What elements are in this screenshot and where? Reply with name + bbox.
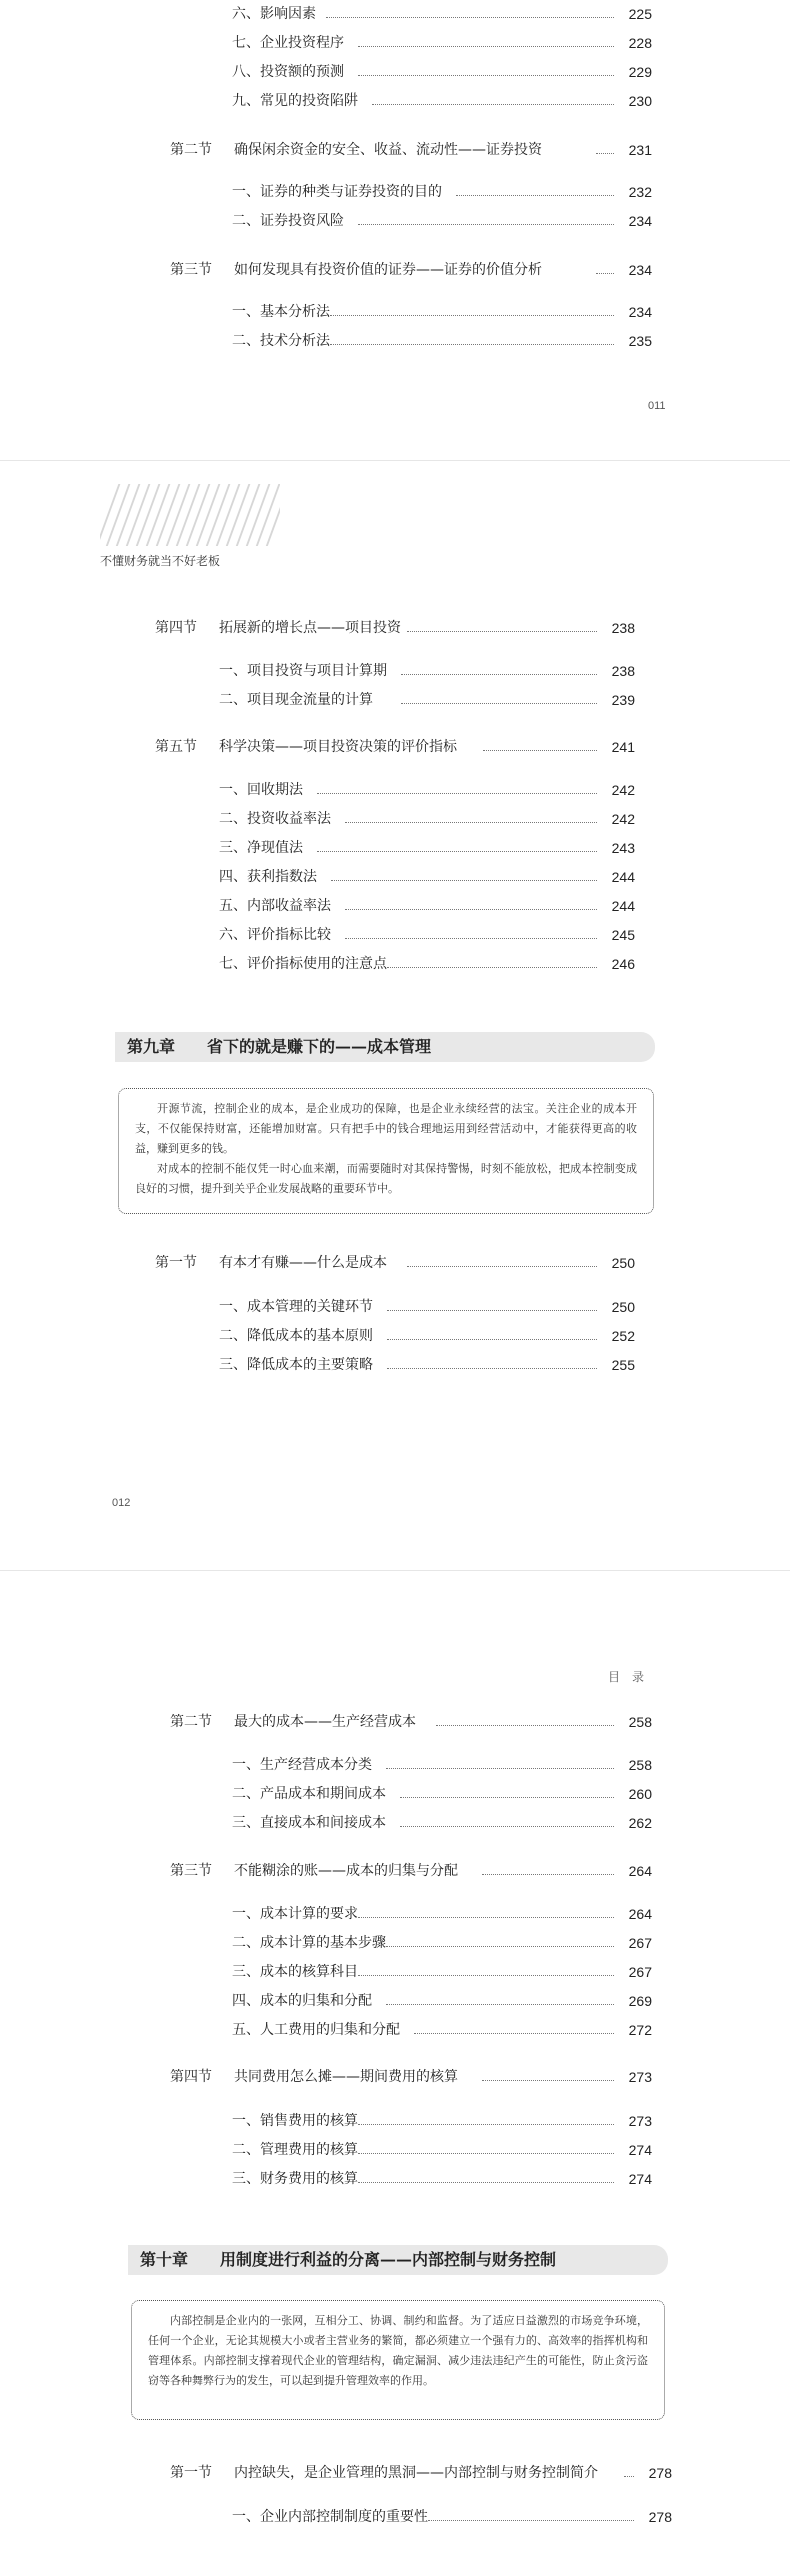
section-label: 第五节 bbox=[155, 739, 197, 755]
leader-dots bbox=[624, 2476, 634, 2477]
toc-item[interactable] bbox=[219, 1355, 635, 1375]
leader-dots bbox=[387, 1368, 597, 1369]
leader-dots bbox=[358, 46, 614, 47]
section-label: 第一节 bbox=[155, 1255, 197, 1271]
toc-item-page: 262 bbox=[628, 1815, 652, 1831]
leader-dots bbox=[345, 909, 597, 910]
page-separator bbox=[0, 460, 790, 461]
intro-paragraph: 开源节流，控制企业的成本，是企业成功的保障，也是企业永续经营的法宝。关注企业的成本开支，不仅能保持财富，还能增加财富。只有把手中的钱合理地运用到经营活动中，才能获得更高的收益，赚到更多的钱。 bbox=[135, 1102, 637, 1155]
toc-item-label: 二、技术分析法 bbox=[232, 333, 330, 349]
leader-dots bbox=[387, 967, 597, 968]
toc-item-label: 二、投资收益率法 bbox=[219, 811, 331, 827]
toc-item[interactable] bbox=[232, 211, 652, 231]
toc-item-label: 六、影响因素 bbox=[232, 6, 316, 22]
section-title: 内控缺失，是企业管理的黑洞——内部控制与财务控制简介 bbox=[234, 2465, 598, 2481]
section-title: 确保闲余资金的安全、收益、流动性——证券投资 bbox=[234, 142, 542, 158]
toc-section[interactable] bbox=[170, 1861, 652, 1881]
intro-paragraph: 对成本的控制不能仅凭一时心血来潮，而需要随时对其保持警惕，时刻不能放松，把成本控制变成良好的习惯，提升到关乎企业发展战略的重要环节中。 bbox=[135, 1162, 637, 1195]
page-number: 011 bbox=[648, 400, 666, 412]
leader-dots bbox=[317, 851, 597, 852]
leader-dots bbox=[387, 1339, 597, 1340]
toc-item-page: 278 bbox=[648, 2509, 672, 2525]
toc-item-label: 七、企业投资程序 bbox=[232, 35, 344, 51]
leader-dots bbox=[358, 2182, 614, 2183]
leader-dots bbox=[386, 2004, 614, 2005]
toc-item-label: 一、销售费用的核算 bbox=[232, 2113, 358, 2129]
toc-item[interactable] bbox=[219, 661, 635, 681]
leader-dots bbox=[372, 104, 614, 105]
toc-item[interactable] bbox=[232, 2169, 652, 2189]
toc-item-page: 242 bbox=[611, 782, 635, 798]
section-label: 第四节 bbox=[170, 2069, 212, 2085]
toc-item[interactable] bbox=[232, 331, 652, 351]
toc-item-label: 三、净现值法 bbox=[219, 840, 303, 856]
section-label: 第三节 bbox=[170, 1863, 212, 1879]
section-label: 第四节 bbox=[155, 620, 197, 636]
toc-item-label: 一、成本计算的要求 bbox=[232, 1906, 358, 1922]
toc-item-label: 一、生产经营成本分类 bbox=[232, 1757, 372, 1773]
toc-item-page: 258 bbox=[628, 1757, 652, 1773]
toc-item[interactable] bbox=[219, 809, 635, 829]
leader-dots bbox=[358, 75, 614, 76]
toc-item-page: 234 bbox=[628, 304, 652, 320]
leader-dots bbox=[331, 880, 597, 881]
toc-item[interactable] bbox=[232, 302, 652, 322]
section-title: 拓展新的增长点——项目投资 bbox=[219, 620, 401, 636]
toc-item[interactable] bbox=[232, 2111, 652, 2131]
toc-item-page: 252 bbox=[611, 1328, 635, 1344]
toc-item-label: 三、成本的核算科目 bbox=[232, 1964, 358, 1980]
toc-item[interactable] bbox=[232, 1784, 652, 1804]
toc-item-label: 一、项目投资与项目计算期 bbox=[219, 663, 387, 679]
section-page: 238 bbox=[611, 620, 635, 636]
leader-dots bbox=[358, 1975, 614, 1976]
toc-item-label: 六、评价指标比较 bbox=[219, 927, 331, 943]
toc-section[interactable] bbox=[155, 618, 635, 638]
toc-item-page: 274 bbox=[628, 2171, 652, 2187]
leader-dots bbox=[387, 1310, 597, 1311]
toc-item-label: 三、财务费用的核算 bbox=[232, 2171, 358, 2187]
leader-dots bbox=[456, 195, 614, 196]
toc-item-label: 二、管理费用的核算 bbox=[232, 2142, 358, 2158]
toc-item-page: 232 bbox=[628, 184, 652, 200]
toc-item-page: 274 bbox=[628, 2142, 652, 2158]
leader-dots bbox=[345, 822, 597, 823]
toc-item-page: 273 bbox=[628, 2113, 652, 2129]
leader-dots bbox=[482, 1874, 614, 1875]
section-label: 第一节 bbox=[170, 2465, 212, 2481]
toc-item[interactable] bbox=[232, 2140, 652, 2160]
toc-item-page: 245 bbox=[611, 927, 635, 943]
chapter-heading[interactable] bbox=[128, 2245, 668, 2275]
section-page: 258 bbox=[628, 1714, 652, 1730]
toc-section[interactable] bbox=[170, 140, 652, 160]
toc-section[interactable] bbox=[170, 2067, 652, 2087]
section-title: 如何发现具有投资价值的证券——证券的价值分析 bbox=[234, 262, 542, 278]
section-page: 241 bbox=[611, 739, 635, 755]
toc-item-page: 228 bbox=[628, 35, 652, 51]
section-label: 第二节 bbox=[170, 1714, 212, 1730]
toc-item-page: 246 bbox=[611, 956, 635, 972]
chapter-label: 第九章 bbox=[127, 1037, 176, 1056]
leader-dots bbox=[330, 344, 614, 345]
leader-dots bbox=[414, 2033, 614, 2034]
toc-item-label: 五、人工费用的归集和分配 bbox=[232, 2022, 400, 2038]
toc-item-page: 269 bbox=[628, 1993, 652, 2009]
toc-item[interactable] bbox=[232, 2020, 652, 2040]
toc-item-label: 九、常见的投资陷阱 bbox=[232, 93, 358, 109]
section-title: 共同费用怎么摊——期间费用的核算 bbox=[234, 2069, 458, 2085]
leader-dots bbox=[436, 1725, 614, 1726]
toc-item[interactable] bbox=[219, 780, 635, 800]
toc-item-page: 238 bbox=[611, 663, 635, 679]
toc-item[interactable] bbox=[232, 1991, 652, 2011]
section-page: 273 bbox=[628, 2069, 652, 2085]
toc-item[interactable] bbox=[232, 182, 652, 202]
toc-item-page: 230 bbox=[628, 93, 652, 109]
toc-item-page: 264 bbox=[628, 1906, 652, 1922]
chapter-intro-box bbox=[118, 1088, 654, 1214]
intro-paragraph: 内部控制是企业内的一张网，互相分工、协调、制约和监督。为了适应日益激烈的市场竞争环境，任何一个企业，无论其规模大小或者主营业务的繁简，都必须建立一个强有力的、高效率的指挥机构和管理体系。内部控制支撑着现代企业的管理结构，确定漏洞、减少违法违纪产生的可能性，防止贪污盗窃等各种舞弊行为的发生，可以起到提升管理效率的作用。 bbox=[148, 2314, 648, 2387]
toc-item[interactable] bbox=[219, 1297, 635, 1317]
toc-item-page: 244 bbox=[611, 869, 635, 885]
leader-dots bbox=[400, 1826, 614, 1827]
chapter-label: 第十章 bbox=[140, 2250, 189, 2269]
toc-section[interactable] bbox=[155, 1253, 635, 1273]
toc-item-page: 272 bbox=[628, 2022, 652, 2038]
leader-dots bbox=[358, 224, 614, 225]
toc-item[interactable] bbox=[232, 2507, 672, 2527]
leader-dots bbox=[317, 793, 597, 794]
section-label: 第三节 bbox=[170, 262, 212, 278]
toc-item-label: 四、获利指数法 bbox=[219, 869, 317, 885]
toc-item[interactable] bbox=[232, 91, 652, 111]
toc-item-label: 一、企业内部控制制度的重要性 bbox=[232, 2509, 428, 2525]
toc-item[interactable] bbox=[232, 1933, 652, 1953]
chapter-title: 用制度进行利益的分离——内部控制与财务控制 bbox=[220, 2250, 557, 2269]
leader-dots bbox=[358, 2153, 614, 2154]
section-label: 第二节 bbox=[170, 142, 212, 158]
leader-dots bbox=[596, 153, 614, 154]
leader-dots bbox=[401, 703, 597, 704]
section-title: 最大的成本——生产经营成本 bbox=[234, 1714, 416, 1730]
toc-item-label: 二、证券投资风险 bbox=[232, 213, 344, 229]
leader-dots bbox=[400, 1797, 614, 1798]
toc-item-label: 七、评价指标使用的注意点 bbox=[219, 956, 387, 972]
leader-dots bbox=[326, 17, 614, 18]
toc-item-page: 255 bbox=[611, 1357, 635, 1373]
section-title: 科学决策——项目投资决策的评价指标 bbox=[219, 739, 457, 755]
chapter-intro-box bbox=[131, 2300, 665, 2420]
leader-dots bbox=[401, 674, 597, 675]
toc-item-page: 250 bbox=[611, 1299, 635, 1315]
toc-item[interactable] bbox=[232, 4, 652, 24]
leader-dots bbox=[386, 1768, 614, 1769]
leader-dots bbox=[483, 750, 597, 751]
section-page: 278 bbox=[648, 2465, 672, 2481]
section-title: 不能糊涂的账——成本的归集与分配 bbox=[234, 1863, 458, 1879]
toc-item-page: 260 bbox=[628, 1786, 652, 1802]
toc-item-page: 243 bbox=[611, 840, 635, 856]
leader-dots bbox=[358, 1917, 614, 1918]
toc-item-label: 一、回收期法 bbox=[219, 782, 303, 798]
toc-section[interactable] bbox=[170, 1712, 652, 1732]
toc-item-page: 267 bbox=[628, 1935, 652, 1951]
leader-dots bbox=[482, 2080, 614, 2081]
toc-item-page: 242 bbox=[611, 811, 635, 827]
toc-item-page: 225 bbox=[628, 6, 652, 22]
book-title-header: 不懂财务就当不好老板 bbox=[100, 554, 221, 568]
toc-item[interactable] bbox=[232, 1755, 652, 1775]
section-page: 234 bbox=[628, 262, 652, 278]
toc-item-page: 244 bbox=[611, 898, 635, 914]
toc-section[interactable] bbox=[170, 2463, 672, 2483]
toc-item-label: 二、降低成本的基本原则 bbox=[219, 1328, 373, 1344]
toc-item[interactable] bbox=[219, 867, 635, 887]
toc-item-label: 八、投资额的预测 bbox=[232, 64, 344, 80]
page-number: 012 bbox=[112, 1497, 131, 1509]
section-title: 有本才有赚——什么是成本 bbox=[219, 1255, 387, 1271]
toc-section[interactable] bbox=[155, 737, 635, 757]
chapter-heading[interactable] bbox=[115, 1032, 655, 1062]
toc-item[interactable] bbox=[232, 1813, 652, 1833]
toc-item[interactable] bbox=[232, 1962, 652, 1982]
toc-item-label: 一、成本管理的关键环节 bbox=[219, 1299, 373, 1315]
section-page: 264 bbox=[628, 1863, 652, 1879]
toc-item-label: 一、基本分析法 bbox=[232, 304, 330, 320]
toc-item-page: 229 bbox=[628, 64, 652, 80]
leader-dots bbox=[407, 631, 597, 632]
toc-item[interactable] bbox=[219, 838, 635, 858]
toc-item[interactable] bbox=[219, 1326, 635, 1346]
toc-item[interactable] bbox=[219, 925, 635, 945]
toc-item-label: 二、成本计算的基本步骤 bbox=[232, 1935, 386, 1951]
leader-dots bbox=[330, 315, 614, 316]
toc-item-page: 267 bbox=[628, 1964, 652, 1980]
leader-dots bbox=[428, 2520, 634, 2521]
toc-item-label: 三、直接成本和间接成本 bbox=[232, 1815, 386, 1831]
stripe-decoration bbox=[100, 484, 280, 546]
leader-dots bbox=[386, 1946, 614, 1947]
toc-item-page: 234 bbox=[628, 213, 652, 229]
leader-dots bbox=[596, 273, 614, 274]
toc-item-label: 三、降低成本的主要策略 bbox=[219, 1357, 373, 1373]
leader-dots bbox=[345, 938, 597, 939]
toc-item[interactable] bbox=[219, 690, 635, 710]
running-head: 目录 bbox=[607, 1670, 656, 1684]
chapter-title: 省下的就是赚下的——成本管理 bbox=[207, 1037, 432, 1056]
toc-item[interactable] bbox=[232, 33, 652, 53]
section-page: 250 bbox=[611, 1255, 635, 1271]
toc-item-page: 239 bbox=[611, 692, 635, 708]
leader-dots bbox=[407, 1266, 597, 1267]
page-separator bbox=[0, 1570, 790, 1571]
toc-item-label: 四、成本的归集和分配 bbox=[232, 1993, 372, 2009]
section-page: 231 bbox=[628, 142, 652, 158]
toc-item[interactable] bbox=[232, 1904, 652, 1924]
toc-item[interactable] bbox=[219, 954, 635, 974]
toc-item[interactable] bbox=[232, 62, 652, 82]
leader-dots bbox=[358, 2124, 614, 2125]
toc-item-page: 235 bbox=[628, 333, 652, 349]
toc-item-label: 一、证券的种类与证券投资的目的 bbox=[232, 184, 442, 200]
toc-item-label: 五、内部收益率法 bbox=[219, 898, 331, 914]
toc-section[interactable] bbox=[170, 260, 652, 280]
toc-item-label: 二、产品成本和期间成本 bbox=[232, 1786, 386, 1802]
toc-item[interactable] bbox=[219, 896, 635, 916]
toc-item-label: 二、项目现金流量的计算 bbox=[219, 692, 373, 708]
